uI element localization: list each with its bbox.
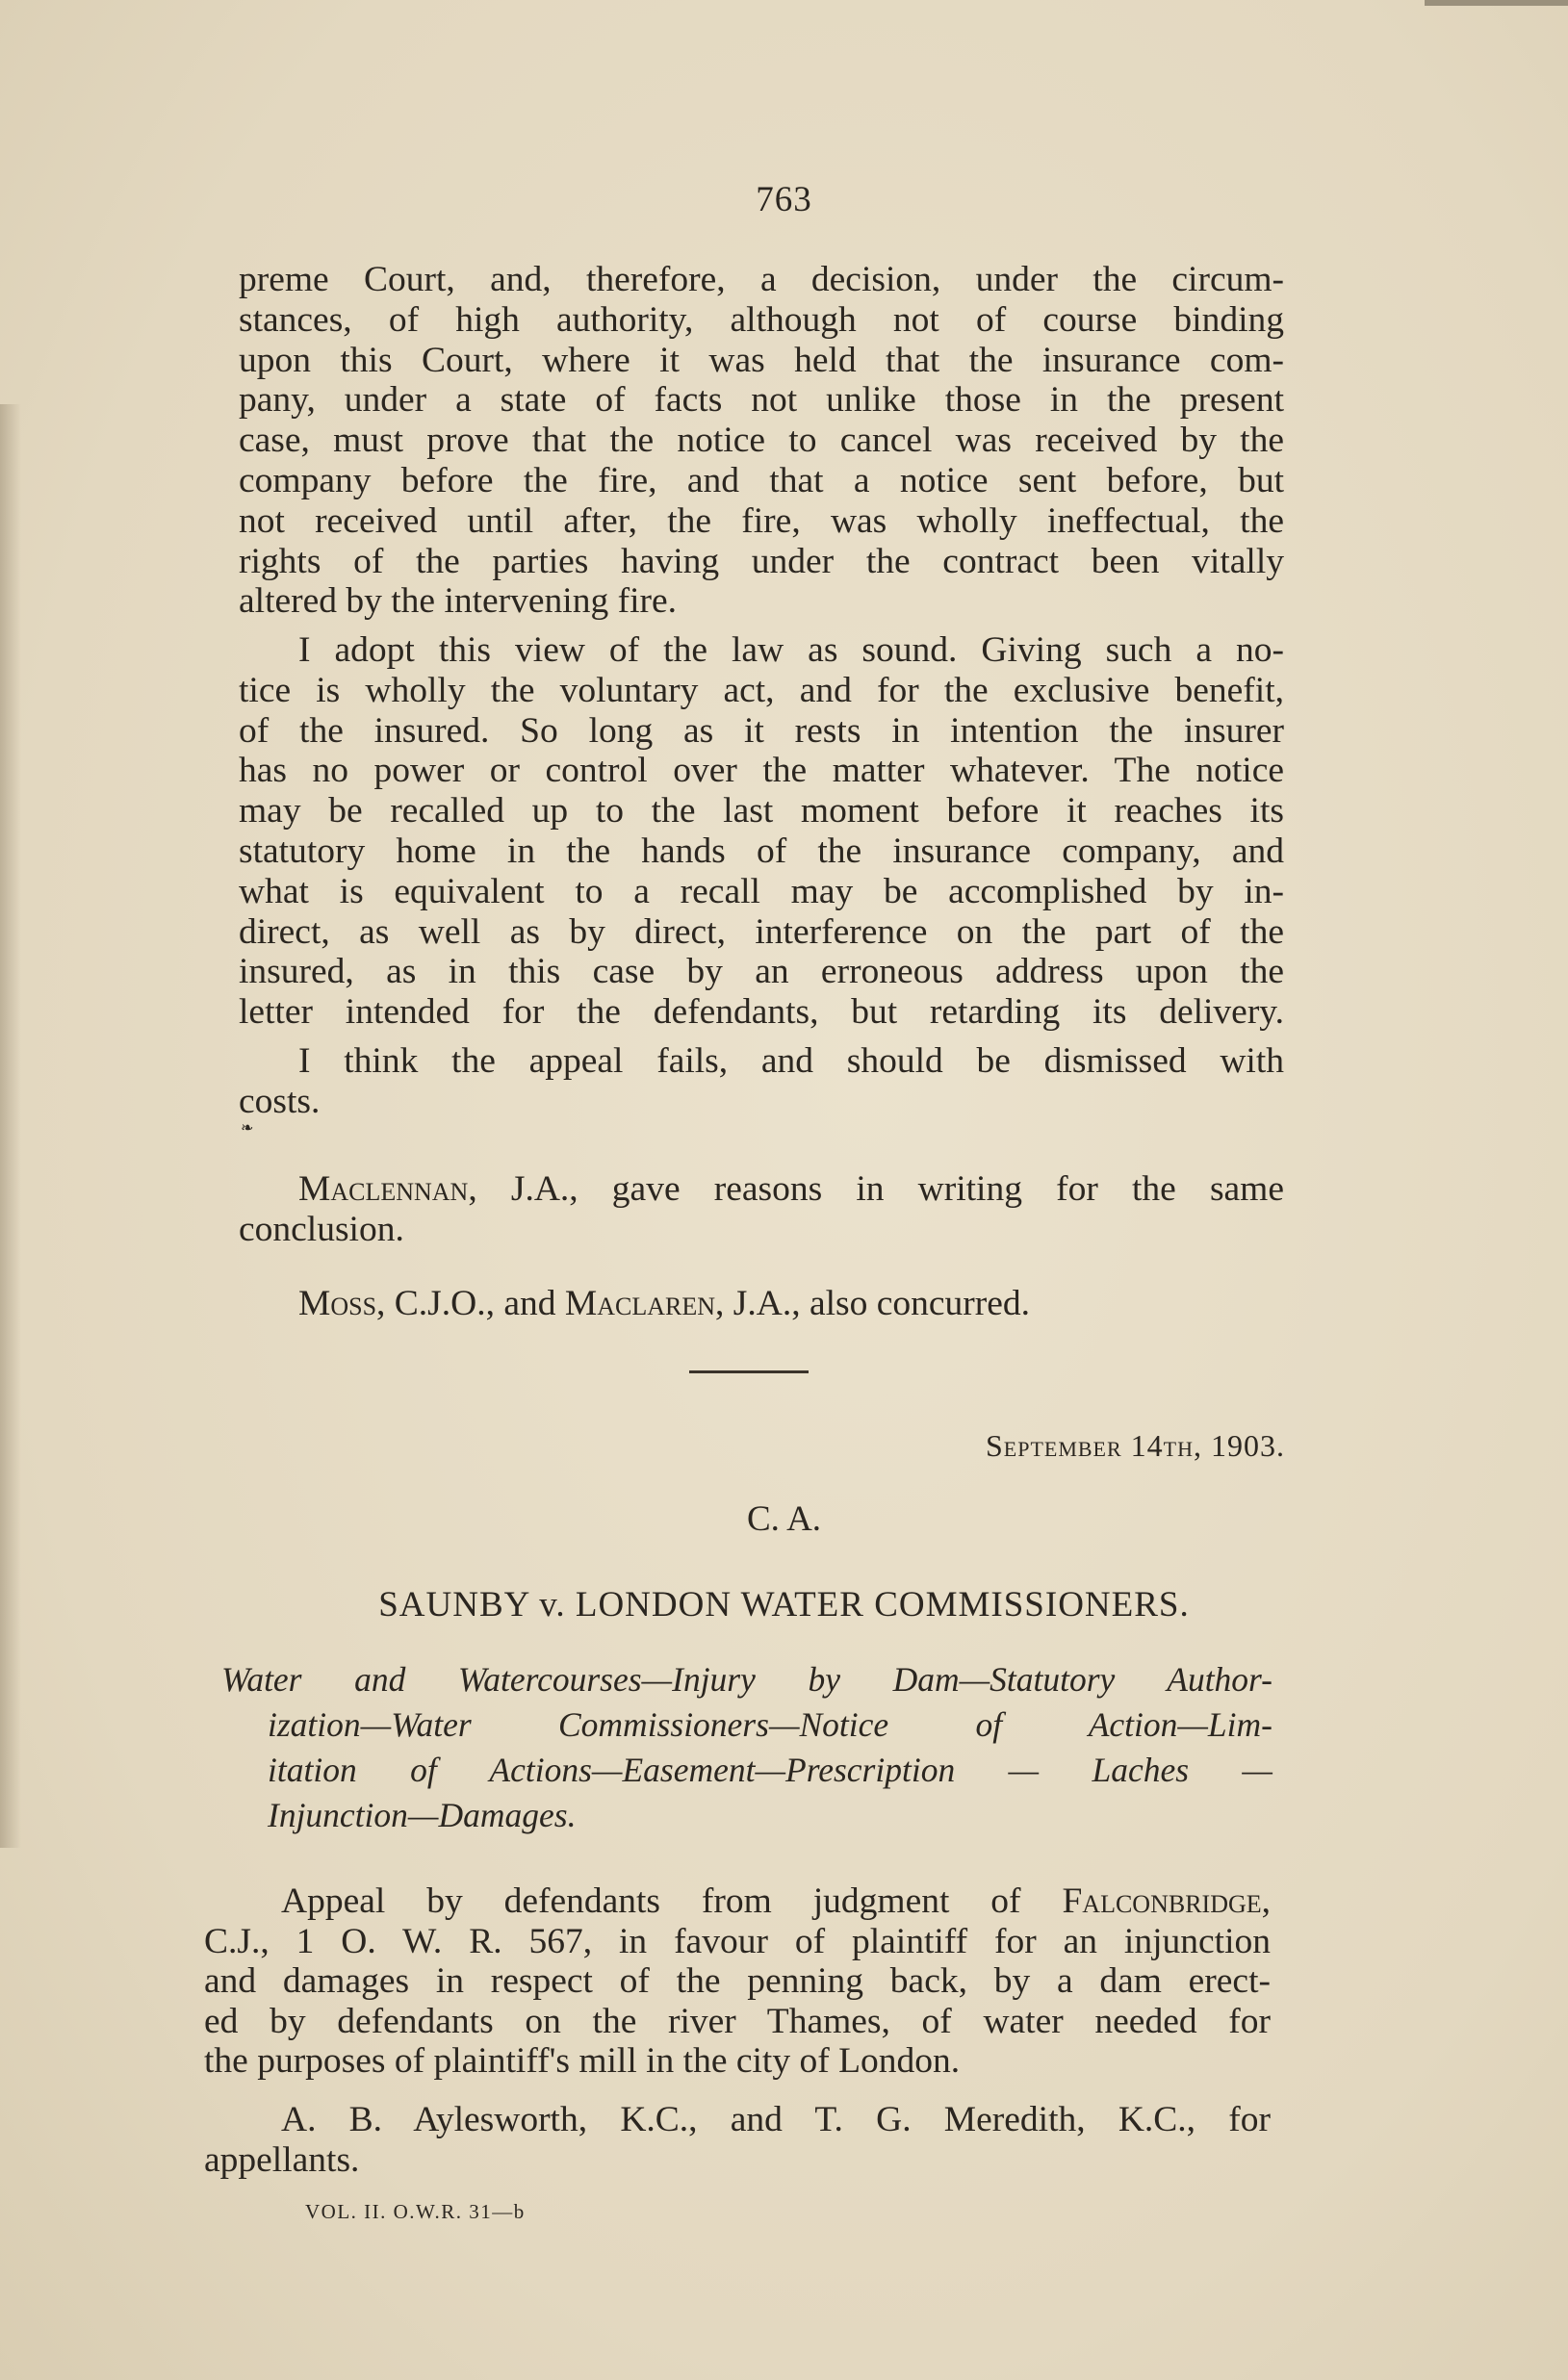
signature-mark: VOL. II. O.W.R. 31—b: [305, 2200, 526, 2223]
text-line: rights of the parties having under the contract been vitally: [239, 541, 1284, 581]
judge-name: Maclaren: [564, 1284, 716, 1323]
headnote: [221, 1657, 1272, 1838]
text-run: Appeal by defendants from judgment of: [281, 1881, 1063, 1921]
headnote-line: itation of Actions—Easement—Prescription — Laches —: [268, 1751, 1272, 1789]
text-line: letter intended for the defendants, but retarding its delivery.: [239, 992, 1284, 1033]
headnote-line: Injunction—Damages.: [268, 1796, 577, 1834]
text-line: direct, as well as by direct, interference on the part of the: [239, 911, 1284, 952]
text-line: what is equivalent to a recall may be accomplished by in-: [239, 871, 1284, 911]
court-label: C. A.: [746, 1499, 822, 1539]
text-line: ed by defendants on the river Thames, of water needed for: [204, 2001, 1271, 2041]
text-line: upon this Court, where it was held that the insurance com-: [239, 340, 1284, 380]
text-line: of the insured. So long as it rests in intention the insurer: [239, 710, 1284, 751]
text-line: I think the appeal fails, and should be dismissed with: [298, 1041, 1284, 1081]
text-run: , C.J.O., and: [376, 1284, 565, 1323]
text-line: C.J., 1 O. W. R. 567, in favour of plaintiff for an injunction: [204, 1921, 1271, 1961]
section-divider: [689, 1370, 809, 1373]
text-run: , J.A., also concurred.: [715, 1284, 1031, 1323]
paragraph-appeal-fails: [239, 1041, 1284, 1122]
page-top-edge: [1425, 0, 1568, 6]
text-line: I adopt this view of the law as sound. Giving such a no-: [298, 630, 1284, 670]
text-line: appellants.: [204, 2139, 360, 2180]
text-line: may be recalled up to the last moment before it reaches its: [239, 791, 1284, 832]
decision-date: September 14th, 1903.: [985, 1428, 1285, 1463]
judge-name: Maclennan: [298, 1169, 469, 1209]
page-number: 763: [756, 180, 812, 219]
text-line: [239, 1169, 1284, 1210]
text-line: insured, as in this case by an erroneous address upon the: [239, 952, 1284, 992]
judge-name: Falconbridge: [1062, 1881, 1262, 1921]
text-line: not received until after, the fire, was wholly ineffectual, the: [239, 500, 1284, 541]
paragraph-concurrence: [239, 1284, 1284, 1324]
text-line: [204, 1881, 1271, 1922]
paragraph-appeal: [204, 1881, 1271, 2082]
text-line: preme Court, and, therefore, a decision, under the circum-: [239, 260, 1284, 299]
text-line: and damages in respect of the penning back, by a dam erect-: [204, 1961, 1271, 2002]
printer-mark: ❧: [241, 1120, 254, 1137]
text-line: [239, 1284, 1284, 1324]
paragraph-view-of-law: [239, 630, 1284, 1033]
headnote-line: Water and Watercourses—Injury by Dam—Statutory Author-: [221, 1660, 1272, 1699]
case-title: SAUNBY v. LONDON WATER COMMISSIONERS.: [378, 1585, 1190, 1625]
text-line: has no power or control over the matter whatever. The notice: [239, 751, 1284, 791]
text-line: the purposes of plaintiff's mill in the city of London.: [204, 2041, 961, 2082]
text-line: pany, under a state of facts not unlike those in the present: [239, 380, 1284, 421]
text-line: tice is wholly the voluntary act, and for the exclusive benefit,: [239, 670, 1284, 710]
text-line: costs.: [239, 1081, 321, 1121]
headnote-line: ization—Water Commissioners—Notice of Action—Lim-: [268, 1705, 1272, 1744]
text-run: , J.A., gave reasons in writing for the same: [468, 1169, 1284, 1209]
text-line: altered by the intervening fire.: [239, 581, 678, 622]
judge-name: Moss: [298, 1284, 377, 1323]
text-line: A. B. Aylesworth, K.C., and T. G. Meredith, K.C., for: [281, 2100, 1271, 2139]
text-line: statutory home in the hands of the insurance company, and: [239, 831, 1284, 871]
text-run: ,: [1261, 1881, 1271, 1921]
text-line: case, must prove that the notice to cancel was received by the: [239, 421, 1284, 461]
text-line: company before the fire, and that a notice sent before, but: [239, 460, 1284, 500]
binding-shadow: [0, 404, 21, 1848]
text-line: conclusion.: [239, 1209, 404, 1249]
paragraph-decision: [239, 260, 1284, 622]
paragraph-maclennan: [239, 1169, 1284, 1250]
paragraph-counsel: [204, 2100, 1271, 2180]
text-line: stances, of high authority, although not of course binding: [239, 299, 1284, 340]
